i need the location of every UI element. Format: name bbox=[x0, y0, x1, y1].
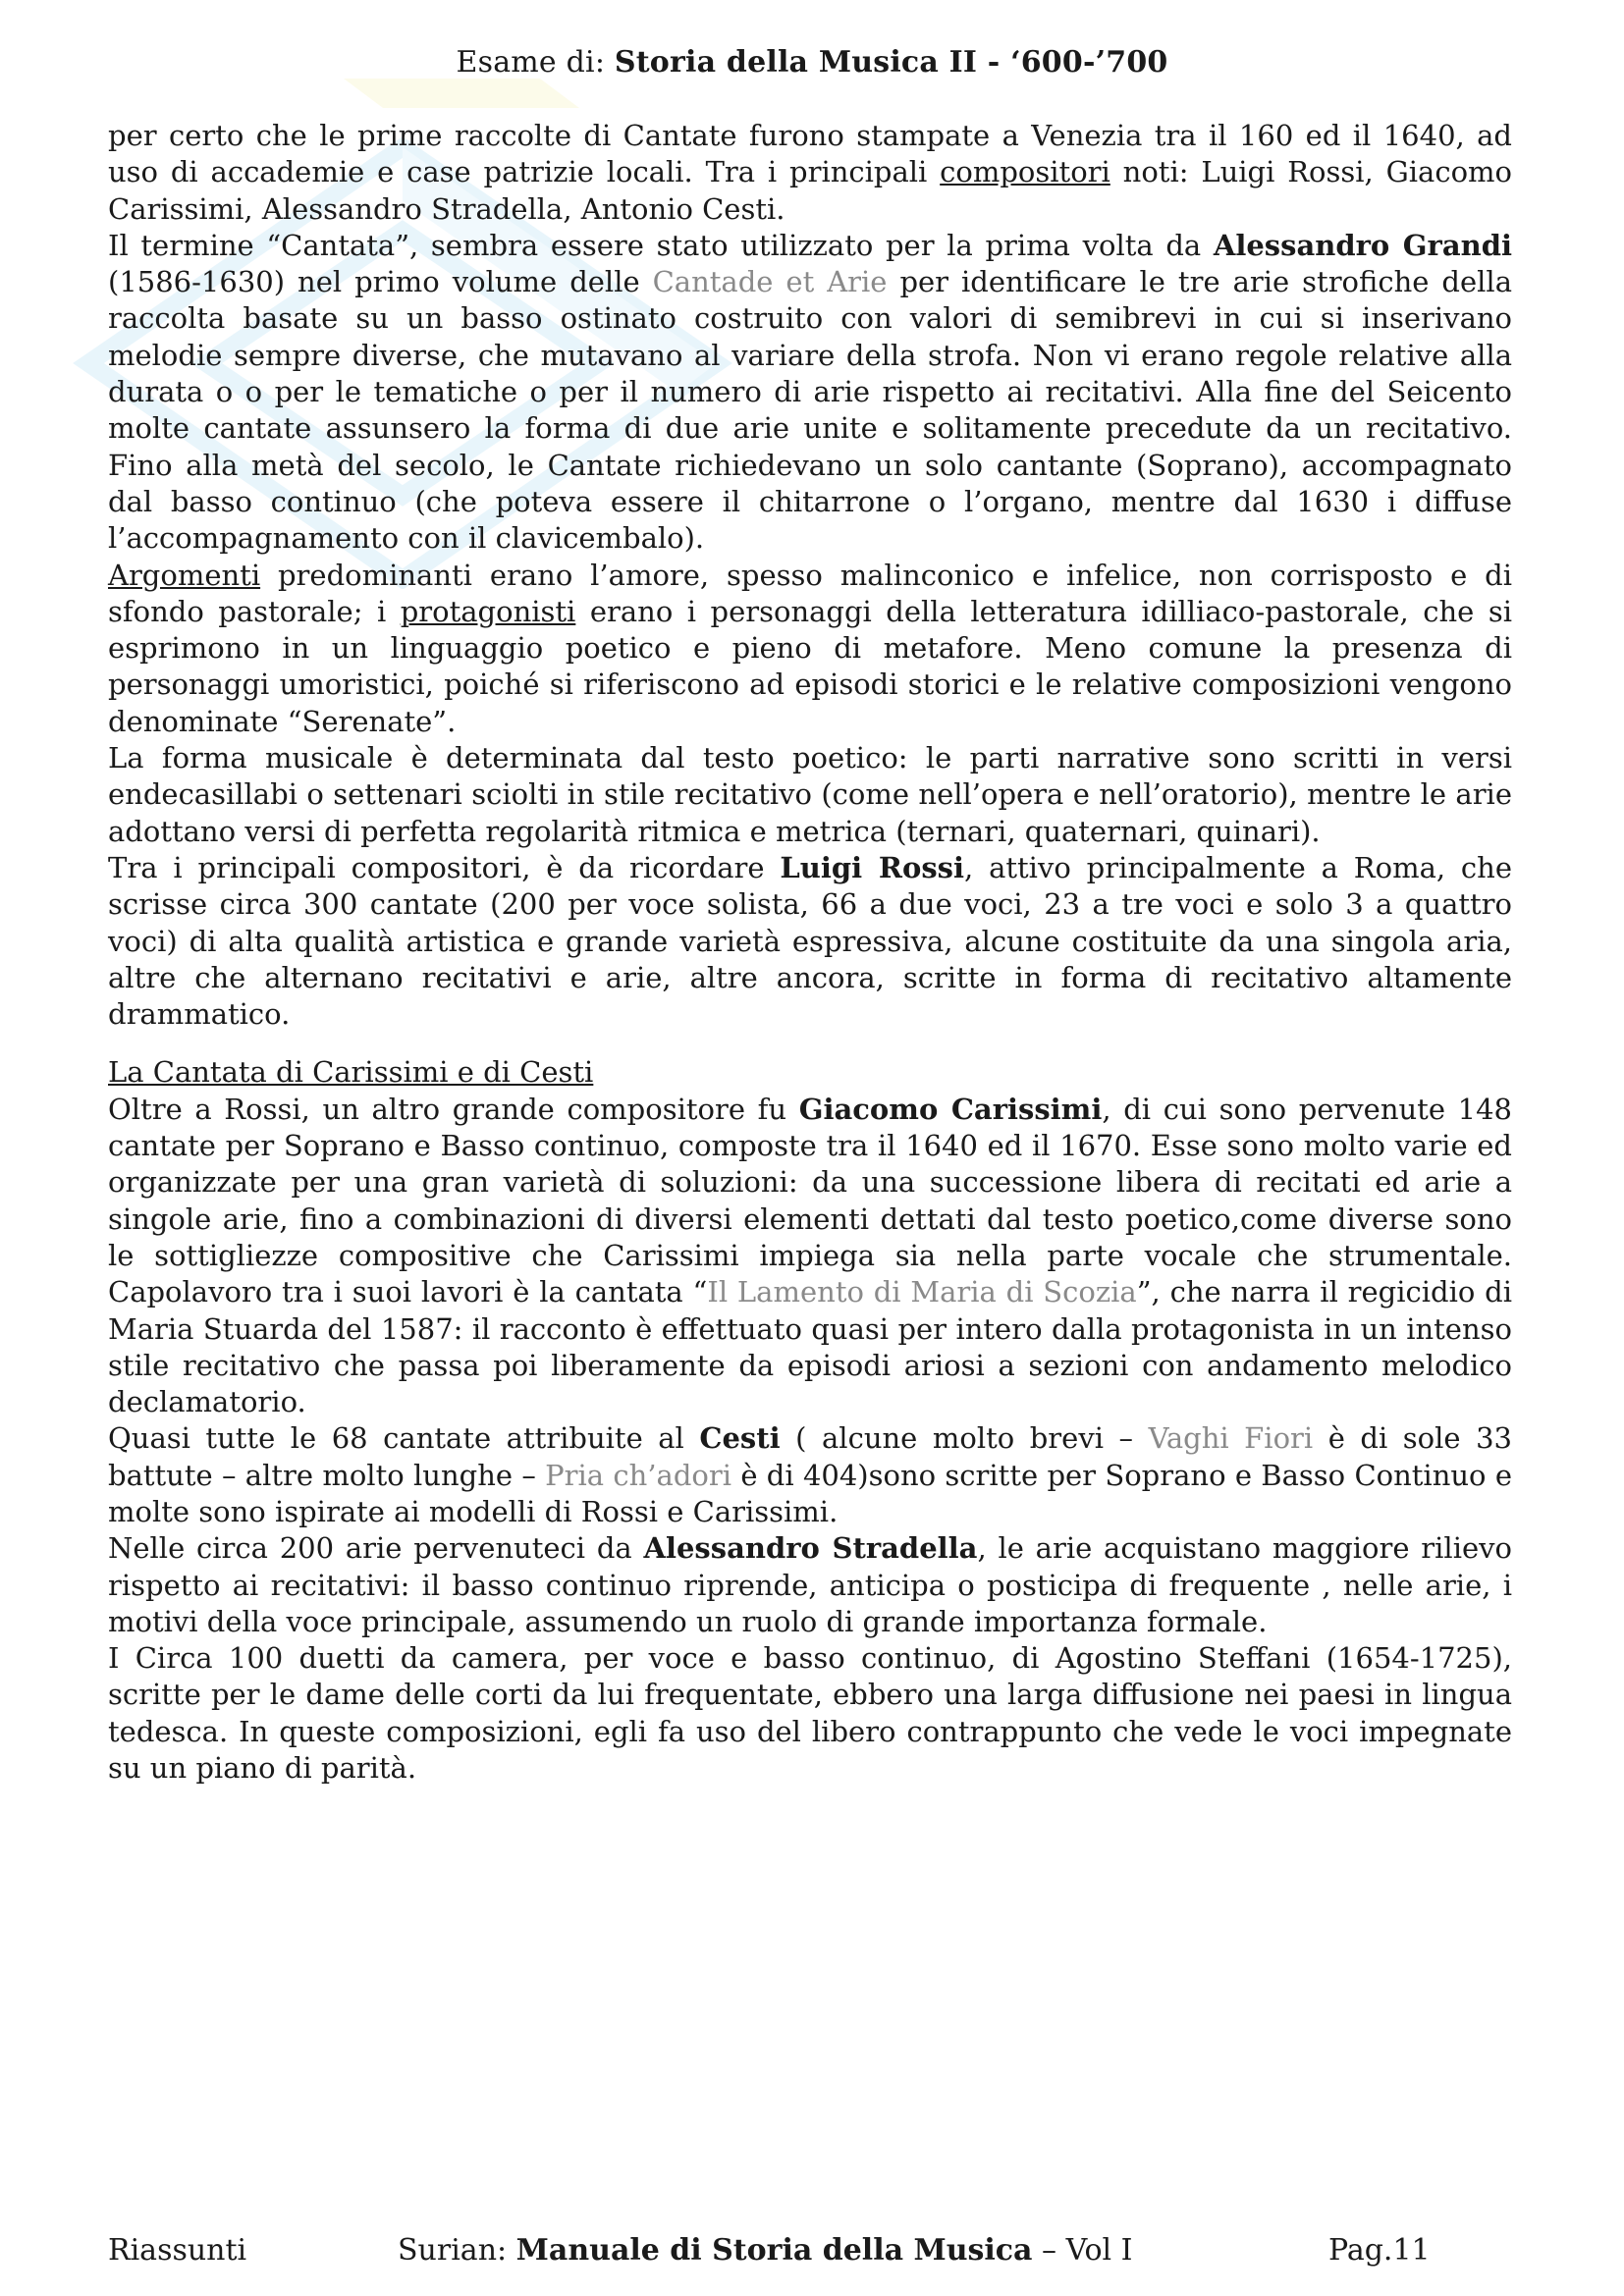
bold-name: Luigi Rossi bbox=[780, 850, 965, 884]
bold-name: Giacomo Carissimi bbox=[798, 1092, 1103, 1126]
underlined-term: compositori bbox=[940, 155, 1110, 189]
section-title: La Cantata di Carissimi e di Cesti bbox=[108, 1055, 594, 1090]
header-prefix: Esame di: bbox=[456, 45, 615, 80]
bold-name: Alessandro Grandi bbox=[1213, 228, 1512, 262]
underlined-term: protagonisti bbox=[400, 594, 576, 628]
underlined-term: Argomenti bbox=[108, 558, 261, 592]
document-body bbox=[108, 118, 1512, 1787]
work-title: Il Lamento di Maria di Scozia bbox=[707, 1275, 1137, 1309]
footer-left: Riassunti bbox=[108, 2233, 247, 2268]
paragraph: Nelle circa 200 arie pervenuteci da Alessandro Stradella, le arie acquistano maggiore rilievo rispetto ai recitativi: il basso continuo riprende, anticipa o posticipa di frequente , nelle arie, i motivi della voce principale, assumendo un ruolo di grande importanza formale. bbox=[108, 1531, 1512, 1638]
work-title: Vaghi Fiori bbox=[1148, 1421, 1314, 1456]
paragraph: Quasi tutte le 68 cantate attribuite al Cesti ( alcune molto brevi – Vaghi Fiori è di sole 33 battute – altre molto lunghe – Pria ch’adori è di 404)sono scritte per Soprano e Basso Continuo e molte sono ispirate ai modelli di Rossi e Carissimi. bbox=[108, 1421, 1512, 1528]
paragraph: Oltre a Rossi, un altro grande compositore fu Giacomo Carissimi, di cui sono pervenute 148 cantate per Soprano e Basso continuo, composte tra il 1640 ed il 1670. Esse sono molto varie ed organizzate per una gran varietà di soluzioni: da una successione libera di recitati ed arie a singole arie, fino a combinazioni di diversi elementi dettati dal testo poetico,come diverse sono le sottigliezze compositive che Carissimi impiega sia nella parte vocale che strumentale. Capolavoro tra i suoi lavori è la cantata “Il Lamento di Maria di Scozia”, che narra il regicidio di Maria Stuarda del 1587: il racconto è effettuato quasi per intero dalla protagonista in un intenso stile recitativo che passa poi liberamente da episodi ariosi a sezioni con andamento melodico declamatorio. bbox=[108, 1092, 1513, 1419]
paragraph: Il termine “Cantata”, sembra essere stato utilizzato per la prima volta da Alessandro Grandi (1586-1630) nel primo volume delle Cantade et Arie per identificare le tre arie strofiche della raccolta basate su un basso ostinato costruito con valori di semibrevi in cui si inserivano melodie sempre diverse, che mutavano al variare della strofa. Non vi erano regole relative alla durata o o per le tematiche o per il numero di arie rispetto ai recitativi. Alla fine del Seicento molte cantate assunsero la forma di due arie unite e solitamente precedute da un recitativo. Fino alla metà del secolo, le Cantate richiedevano un solo cantante (Soprano), accompagnato dal basso continuo (che poteva essere il chitarrone o l’organo, mentre dal 1630 i diffuse l’accompagnamento con il clavicembalo). bbox=[108, 228, 1512, 556]
bold-name: Cesti bbox=[699, 1421, 781, 1456]
paragraph: Argomenti predominanti erano l’amore, spesso malinconico e infelice, non corrisposto e di sfondo pastorale; i protagonisti erano i personaggi della letteratura idilliaco-pastorale, che si esprimono in un linguaggio poetico e pieno di metafore. Meno comune la presenza di personaggi umoristici, poiché si riferiscono ad episodi storici e le relative composizioni vengono denominate “Serenate”. bbox=[108, 558, 1512, 738]
work-title: Cantade et Arie bbox=[652, 265, 888, 299]
page-header bbox=[0, 45, 1624, 80]
footer-book: Surian: Manuale di Storia della Musica – Vol I bbox=[398, 2233, 1133, 2268]
bold-name: Alessandro Stradella bbox=[643, 1531, 978, 1566]
paragraph: Tra i principali compositori, è da ricordare Luigi Rossi, attivo principalmente a Roma, che scrisse circa 300 cantate (200 per voce solista, 66 a due voci, 23 a tre voci e solo 3 a quattro voci) di alta qualità artistica e grande varietà espressiva, alcune costituite da una singola aria, altre che alternano recitativi e arie, altre ancora, scritte in forma di recitativo altamente drammatico. bbox=[108, 850, 1513, 1032]
paragraph: I Circa 100 duetti da camera, per voce e basso continuo, di Agostino Steffani (1654-1725), scritte per le dame delle corti da lui frequentate, ebbero una larga diffusione nei paesi in lingua tedesca. In queste composizioni, egli fa uso del libero contrappunto che vede le voci impegnate su un piano di parità. bbox=[108, 1641, 1512, 1786]
paragraph: per certo che le prime raccolte di Cantate furono stampate a Venezia tra il 160 ed il 1640, ad uso di accademie e case patrizie locali. Tra i principali compositori noti: Luigi Rossi, Giacomo Carissimi, Alessandro Stradella, Antonio Cesti. bbox=[108, 119, 1512, 226]
work-title: Pria ch’adori bbox=[545, 1458, 731, 1492]
paragraph: La forma musicale è determinata dal testo poetico: le parti narrative sono scritti in versi endecasillabi o settenari sciolti in stile recitativo (come nell’opera e nell’oratorio), mentre le arie adottano versi di perfetta regolarità ritmica e metrica (ternari, quaternari, quinari). bbox=[108, 741, 1512, 848]
page-number: Pag.11 bbox=[1328, 2233, 1431, 2268]
header-title: Storia della Musica II - ‘600-’700 bbox=[614, 45, 1168, 80]
